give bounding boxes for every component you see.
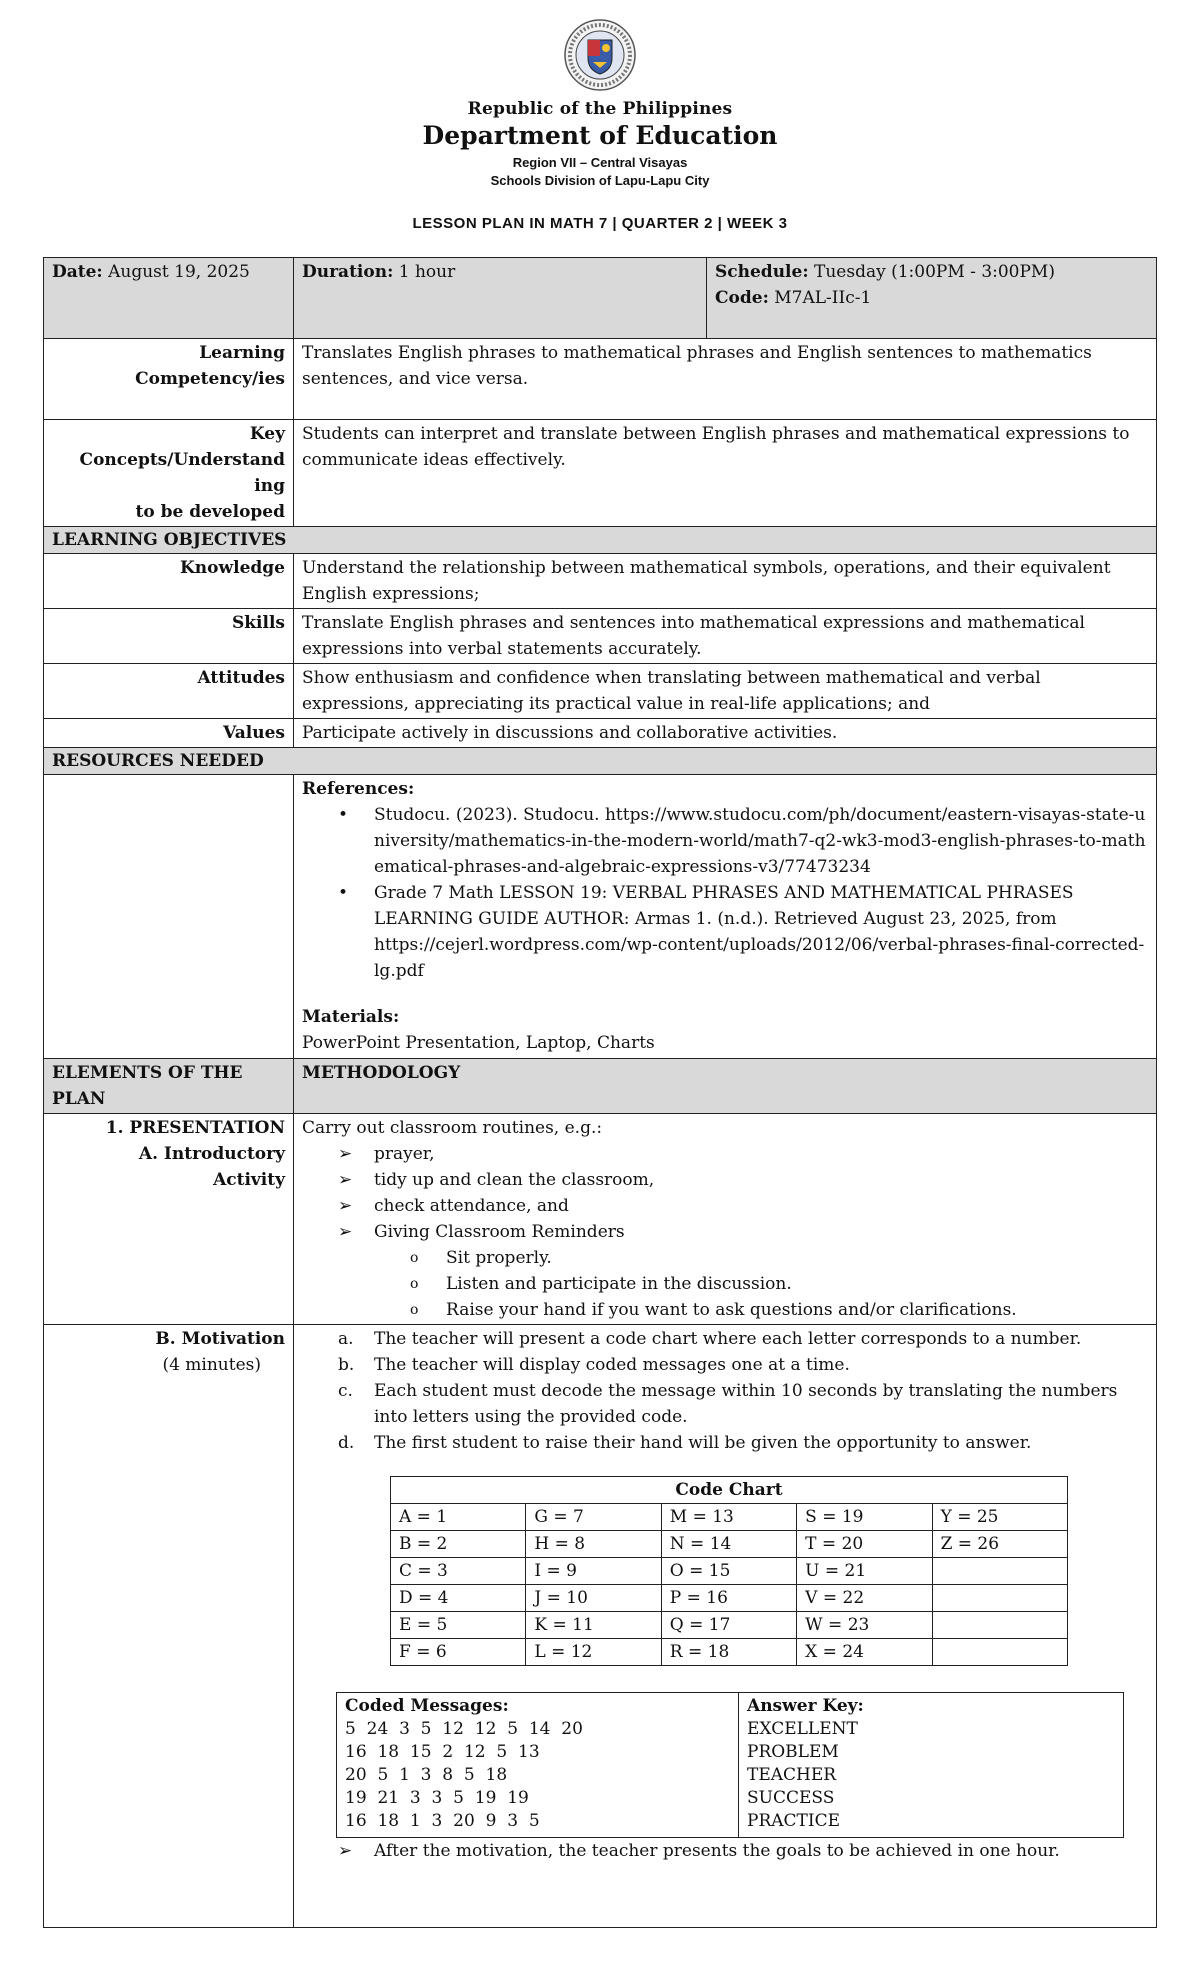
elements-heading: ELEMENTS OF THE PLAN bbox=[44, 1059, 294, 1114]
step-text: Each student must decode the message within 10 seconds by translating the numbers into letters using the provided code. bbox=[374, 1381, 1118, 1427]
schedule-value: Tuesday (1:00PM - 3:00PM) bbox=[814, 262, 1055, 282]
deped-seal-icon bbox=[563, 18, 637, 92]
code-chart-row bbox=[391, 1612, 1068, 1639]
routine-text: prayer, bbox=[374, 1144, 435, 1164]
code-cell bbox=[932, 1639, 1067, 1666]
answer: PROBLEM bbox=[747, 1742, 839, 1762]
coded-message: 5 24 3 5 12 12 5 14 20 bbox=[345, 1719, 583, 1739]
step-text: The teacher will display coded messages one at a time. bbox=[374, 1355, 850, 1375]
routine-item bbox=[302, 1219, 1148, 1245]
values-row bbox=[44, 719, 1157, 748]
reference-text: Grade 7 Math LESSON 19: VERBAL PHRASES AND MATHEMATICAL PHRASES LEARNING GUIDE AUTHOR: Armas 1. (n.d.). Retrieved August 23, 2025, from https://cejerl.wordpress.com/wp-content/uploads/2012/06/verbal-phrases-final-corrected-lg.pdf bbox=[374, 883, 1145, 981]
step-marker: d. bbox=[338, 1433, 355, 1453]
code-value: M7AL-IIc-1 bbox=[774, 288, 872, 308]
document-title: LESSON PLAN IN MATH 7 | QUARTER 2 | WEEK 3 bbox=[412, 215, 788, 232]
schedule-label: Schedule: bbox=[715, 262, 809, 282]
objectives-heading-row bbox=[44, 527, 1157, 554]
motivation-time: (4 minutes) bbox=[162, 1355, 261, 1375]
division-heading: Schools Division of Lapu-Lapu City bbox=[490, 173, 710, 188]
attitudes-text: Show enthusiasm and confidence when translating between mathematical and verbal expressions, appreciating its practical value in real-life applications; and bbox=[294, 664, 1157, 719]
answer-key-label: Answer Key: bbox=[747, 1696, 864, 1716]
answer: PRACTICE bbox=[747, 1811, 840, 1831]
knowledge-row bbox=[44, 554, 1157, 609]
code-cell: I = 9 bbox=[526, 1558, 661, 1585]
elements-heading-row bbox=[44, 1059, 1157, 1114]
key-concepts-row bbox=[44, 420, 1157, 527]
code-cell: W = 23 bbox=[797, 1612, 932, 1639]
date-cell bbox=[44, 258, 294, 339]
resources-empty-cell bbox=[44, 775, 294, 1059]
presentation-cell bbox=[294, 1114, 1157, 1325]
competency-row bbox=[44, 339, 1157, 420]
coded-message: 16 18 1 3 20 9 3 5 bbox=[345, 1811, 540, 1831]
references-label: References: bbox=[302, 779, 415, 799]
reminders-list bbox=[302, 1245, 1148, 1323]
code-cell: F = 6 bbox=[391, 1639, 526, 1666]
competency-label-line: Competency/ies bbox=[135, 369, 285, 389]
code-cell: Y = 25 bbox=[932, 1504, 1067, 1531]
motivation-cell bbox=[294, 1325, 1157, 1928]
code-cell: G = 7 bbox=[526, 1504, 661, 1531]
circle-bullet-icon: o bbox=[410, 1250, 419, 1266]
code-cell: B = 2 bbox=[391, 1531, 526, 1558]
code-chart-table bbox=[390, 1476, 1068, 1666]
code-cell bbox=[932, 1585, 1067, 1612]
code-cell: K = 11 bbox=[526, 1612, 661, 1639]
resources-heading-row bbox=[44, 748, 1157, 775]
attitudes-label: Attitudes bbox=[44, 664, 294, 719]
code-cell: J = 10 bbox=[526, 1585, 661, 1612]
objectives-heading: LEARNING OBJECTIVES bbox=[44, 527, 1157, 554]
code-cell: S = 19 bbox=[797, 1504, 932, 1531]
code-chart-row bbox=[391, 1531, 1068, 1558]
code-cell: U = 21 bbox=[797, 1558, 932, 1585]
materials-text: PowerPoint Presentation, Laptop, Charts bbox=[302, 1033, 655, 1053]
motivation-step bbox=[302, 1378, 1148, 1430]
code-chart-row bbox=[391, 1558, 1068, 1585]
code-cell: E = 5 bbox=[391, 1612, 526, 1639]
code-cell: O = 15 bbox=[661, 1558, 796, 1585]
code-cell: Q = 17 bbox=[661, 1612, 796, 1639]
motivation-steps bbox=[302, 1326, 1148, 1456]
skills-row bbox=[44, 609, 1157, 664]
code-cell bbox=[932, 1558, 1067, 1585]
code-cell bbox=[932, 1612, 1067, 1639]
arrow-bullet-icon: ➢ bbox=[338, 1841, 353, 1861]
code-cell: V = 22 bbox=[797, 1585, 932, 1612]
coded-messages-label: Coded Messages: bbox=[345, 1696, 509, 1716]
coded-messages-cell bbox=[337, 1693, 739, 1838]
values-label: Values bbox=[44, 719, 294, 748]
key-concepts-label-line: Concepts/Understand bbox=[79, 450, 285, 470]
answer: EXCELLENT bbox=[747, 1719, 858, 1739]
references-list bbox=[302, 802, 1148, 984]
resources-cell bbox=[294, 775, 1157, 1059]
code-cell: L = 12 bbox=[526, 1639, 661, 1666]
arrow-bullet-icon: ➢ bbox=[338, 1144, 353, 1164]
routine-text: tidy up and clean the classroom, bbox=[374, 1170, 655, 1190]
code-chart-row bbox=[391, 1504, 1068, 1531]
motivation-step bbox=[302, 1430, 1148, 1456]
circle-bullet-icon: o bbox=[410, 1276, 419, 1292]
skills-text: Translate English phrases and sentences into mathematical expressions and mathematical expressions into verbal statements accurately. bbox=[294, 609, 1157, 664]
step-marker: c. bbox=[338, 1381, 353, 1401]
reference-item: • Grade 7 Math LESSON 19: VERBAL PHRASES AND MATHEMATICAL PHRASES LEARNING GUIDE AUTHOR: Armas 1. (n.d.). Retrieved August 23, 2025, from https://cejerl.wordpress.com/wp-content/uploads/2012/06/verbal-phrases-final-corrected-lg.pdf bbox=[338, 883, 1145, 981]
key-concepts-label-line: ing bbox=[254, 476, 285, 496]
code-cell: H = 8 bbox=[526, 1531, 661, 1558]
reference-item: • Studocu. (2023). Studocu. https://www.studocu.com/ph/document/eastern-visayas-state-university/mathematics-in-the-modern-world/math7-q2-wk3-mod3-english-phrases-to-mathematical-phrases-and-algebraic-expressions-v3/77473234 bbox=[338, 805, 1146, 877]
step-text: The first student to raise their hand will be given the opportunity to answer. bbox=[374, 1433, 1032, 1453]
key-concepts-label-line: Key bbox=[249, 424, 285, 444]
region-heading: Region VII – Central Visayas bbox=[512, 155, 688, 170]
competency-label bbox=[44, 339, 294, 420]
code-cell: A = 1 bbox=[391, 1504, 526, 1531]
routine-text: check attendance, and bbox=[374, 1196, 569, 1216]
competency-text: Translates English phrases to mathematical phrases and English sentences to mathematics sentences, and vice versa. bbox=[294, 339, 1157, 420]
republic-heading: Republic of the Philippines bbox=[467, 99, 733, 119]
presentation-label bbox=[44, 1114, 294, 1325]
code-cell: X = 24 bbox=[797, 1639, 932, 1666]
skills-label: Skills bbox=[44, 609, 294, 664]
motivation-label-line: B. Motivation bbox=[155, 1329, 285, 1349]
code-cell: R = 18 bbox=[661, 1639, 796, 1666]
duration-label: Duration: bbox=[302, 262, 394, 282]
code-cell: N = 14 bbox=[661, 1531, 796, 1558]
code-chart-row bbox=[391, 1639, 1068, 1666]
reminder-text: Sit properly. bbox=[446, 1248, 552, 1268]
presentation-row bbox=[44, 1114, 1157, 1325]
code-cell: P = 16 bbox=[661, 1585, 796, 1612]
presentation-label-line: 1. PRESENTATION bbox=[105, 1118, 285, 1138]
key-concepts-label bbox=[44, 420, 294, 527]
coded-message: 20 5 1 3 8 5 18 bbox=[345, 1765, 508, 1785]
routine-item bbox=[302, 1141, 1148, 1167]
step-text: The teacher will present a code chart where each letter corresponds to a number. bbox=[374, 1329, 1082, 1349]
resources-heading: RESOURCES NEEDED bbox=[44, 748, 1157, 775]
duration-value: 1 hour bbox=[398, 262, 456, 282]
reminder-item bbox=[302, 1271, 1148, 1297]
step-marker: a. bbox=[338, 1329, 354, 1349]
materials-label: Materials: bbox=[302, 1007, 400, 1027]
motivation-row bbox=[44, 1325, 1157, 1928]
routines-list bbox=[302, 1141, 1148, 1245]
presentation-label-line: A. Introductory bbox=[138, 1144, 285, 1164]
answer: TEACHER bbox=[747, 1765, 837, 1785]
department-heading: Department of Education bbox=[422, 121, 778, 150]
motivation-step bbox=[302, 1326, 1148, 1352]
after-motivation-text: After the motivation, the teacher presents the goals to be achieved in one hour. bbox=[374, 1841, 1060, 1861]
code-cell: Z = 26 bbox=[932, 1531, 1067, 1558]
methodology-heading: METHODOLOGY bbox=[294, 1059, 1157, 1114]
routines-intro: Carry out classroom routines, e.g.: bbox=[302, 1118, 603, 1138]
code-chart-row bbox=[391, 1585, 1068, 1612]
competency-label-line: Learning bbox=[199, 343, 285, 363]
step-marker: b. bbox=[338, 1355, 355, 1375]
routine-item bbox=[302, 1193, 1148, 1219]
code-cell: T = 20 bbox=[797, 1531, 932, 1558]
coded-message: 16 18 15 2 12 5 13 bbox=[345, 1742, 540, 1762]
date-value: August 19, 2025 bbox=[108, 262, 250, 282]
code-cell: C = 3 bbox=[391, 1558, 526, 1585]
circle-bullet-icon: o bbox=[410, 1302, 419, 1318]
lesson-plan-table bbox=[43, 257, 1157, 1928]
knowledge-text: Understand the relationship between mathematical symbols, operations, and their equivalent English expressions; bbox=[294, 554, 1157, 609]
answer: SUCCESS bbox=[747, 1788, 835, 1808]
key-concepts-label-line: to be developed bbox=[135, 502, 285, 522]
presentation-label-line: Activity bbox=[213, 1170, 285, 1190]
coded-messages-table bbox=[336, 1692, 1124, 1838]
arrow-bullet-icon: ➢ bbox=[338, 1222, 353, 1242]
duration-cell bbox=[294, 258, 707, 339]
reminder-item bbox=[302, 1297, 1148, 1323]
after-motivation-list bbox=[302, 1838, 1148, 1864]
reminder-item bbox=[302, 1245, 1148, 1271]
coded-message: 19 21 3 3 5 19 19 bbox=[345, 1788, 529, 1808]
motivation-step bbox=[302, 1352, 1148, 1378]
reminder-text: Raise your hand if you want to ask questions and/or clarifications. bbox=[446, 1300, 1017, 1320]
date-label: Date: bbox=[52, 262, 103, 282]
info-row bbox=[44, 258, 1157, 339]
reference-text: Studocu. (2023). Studocu. https://www.studocu.com/ph/document/eastern-visayas-state-university/mathematics-in-the-modern-world/math7-q2-wk3-mod3-english-phrases-to-mathematical-phrases-and-algebraic-expressions-v3/77473234 bbox=[374, 805, 1146, 877]
code-label: Code: bbox=[715, 288, 769, 308]
values-text: Participate actively in discussions and collaborative activities. bbox=[294, 719, 1157, 748]
after-motivation-item bbox=[302, 1838, 1148, 1864]
code-cell: D = 4 bbox=[391, 1585, 526, 1612]
routine-item bbox=[302, 1167, 1148, 1193]
motivation-label bbox=[44, 1325, 294, 1928]
reminder-text: Listen and participate in the discussion. bbox=[446, 1274, 792, 1294]
arrow-bullet-icon: ➢ bbox=[338, 1170, 353, 1190]
key-concepts-text: Students can interpret and translate between English phrases and mathematical expressions to communicate ideas effectively. bbox=[294, 420, 1157, 527]
code-cell: M = 13 bbox=[661, 1504, 796, 1531]
resources-row bbox=[44, 775, 1157, 1059]
schedule-cell bbox=[707, 258, 1157, 339]
code-chart-title: Code Chart bbox=[391, 1477, 1068, 1504]
routine-text: Giving Classroom Reminders bbox=[374, 1222, 625, 1242]
knowledge-label: Knowledge bbox=[44, 554, 294, 609]
attitudes-row bbox=[44, 664, 1157, 719]
answer-key-cell bbox=[739, 1693, 1124, 1838]
arrow-bullet-icon: ➢ bbox=[338, 1196, 353, 1216]
